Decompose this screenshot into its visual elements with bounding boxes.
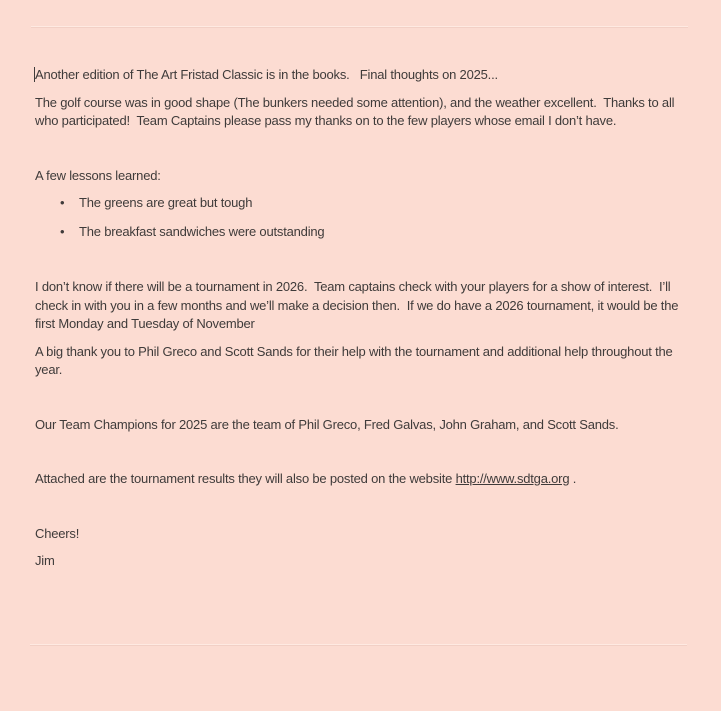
lessons-list [35, 194, 692, 241]
paragraph-course-report: The golf course was in good shape (The bunkers needed some attention), and the weather excellent. Thanks to all who participated! Team Captains please pass my thanks on to the few players whose email I don’t have. [35, 94, 678, 128]
blank-line [35, 498, 692, 525]
lessons-list-item: • The greens are great but tough [35, 194, 692, 213]
blank-line [35, 251, 692, 278]
attachment-text-prefix: Attached are the tournament results they will also be posted on the website [35, 471, 456, 486]
divider-top [31, 27, 688, 28]
blank-line [35, 389, 692, 416]
divider-bottom [30, 645, 687, 646]
paragraph-thanks: A big thank you to Phil Greco and Scott Sands for their help with the tournament and additional help throughout the year. [35, 343, 676, 377]
website-link[interactable]: http://www.sdtga.org [455, 471, 570, 486]
paragraph-future-plans: I don’t know if there will be a tournament in 2026. Team captains check with your players for a show of interest. I’ll check in with you in a few months and we’ll make a decision then. If we do have a 2026 tournament, it would be the first Monday and Tuesday of November [35, 279, 682, 331]
paragraph-signature: Jim [35, 553, 55, 568]
paragraph-lessons-heading: A few lessons learned: [35, 167, 161, 183]
attachment-text-suffix: . [569, 471, 577, 486]
paragraph-champions: Our Team Champions for 2025 are the team of Phil Greco, Fred Galvas, John Graham, and Scott Sands. [35, 416, 619, 432]
blank-line [35, 443, 692, 470]
lessons-list-item: • The breakfast sandwiches were outstanding [35, 223, 692, 242]
blank-line [35, 140, 692, 167]
message-body[interactable] [35, 66, 692, 580]
paragraph-opening: Another edition of The Art Fristad Classic is in the books. Final thoughts on 2025... [35, 67, 498, 82]
paragraph-attachment [35, 470, 692, 489]
paragraph-closing: Cheers! [35, 525, 80, 541]
